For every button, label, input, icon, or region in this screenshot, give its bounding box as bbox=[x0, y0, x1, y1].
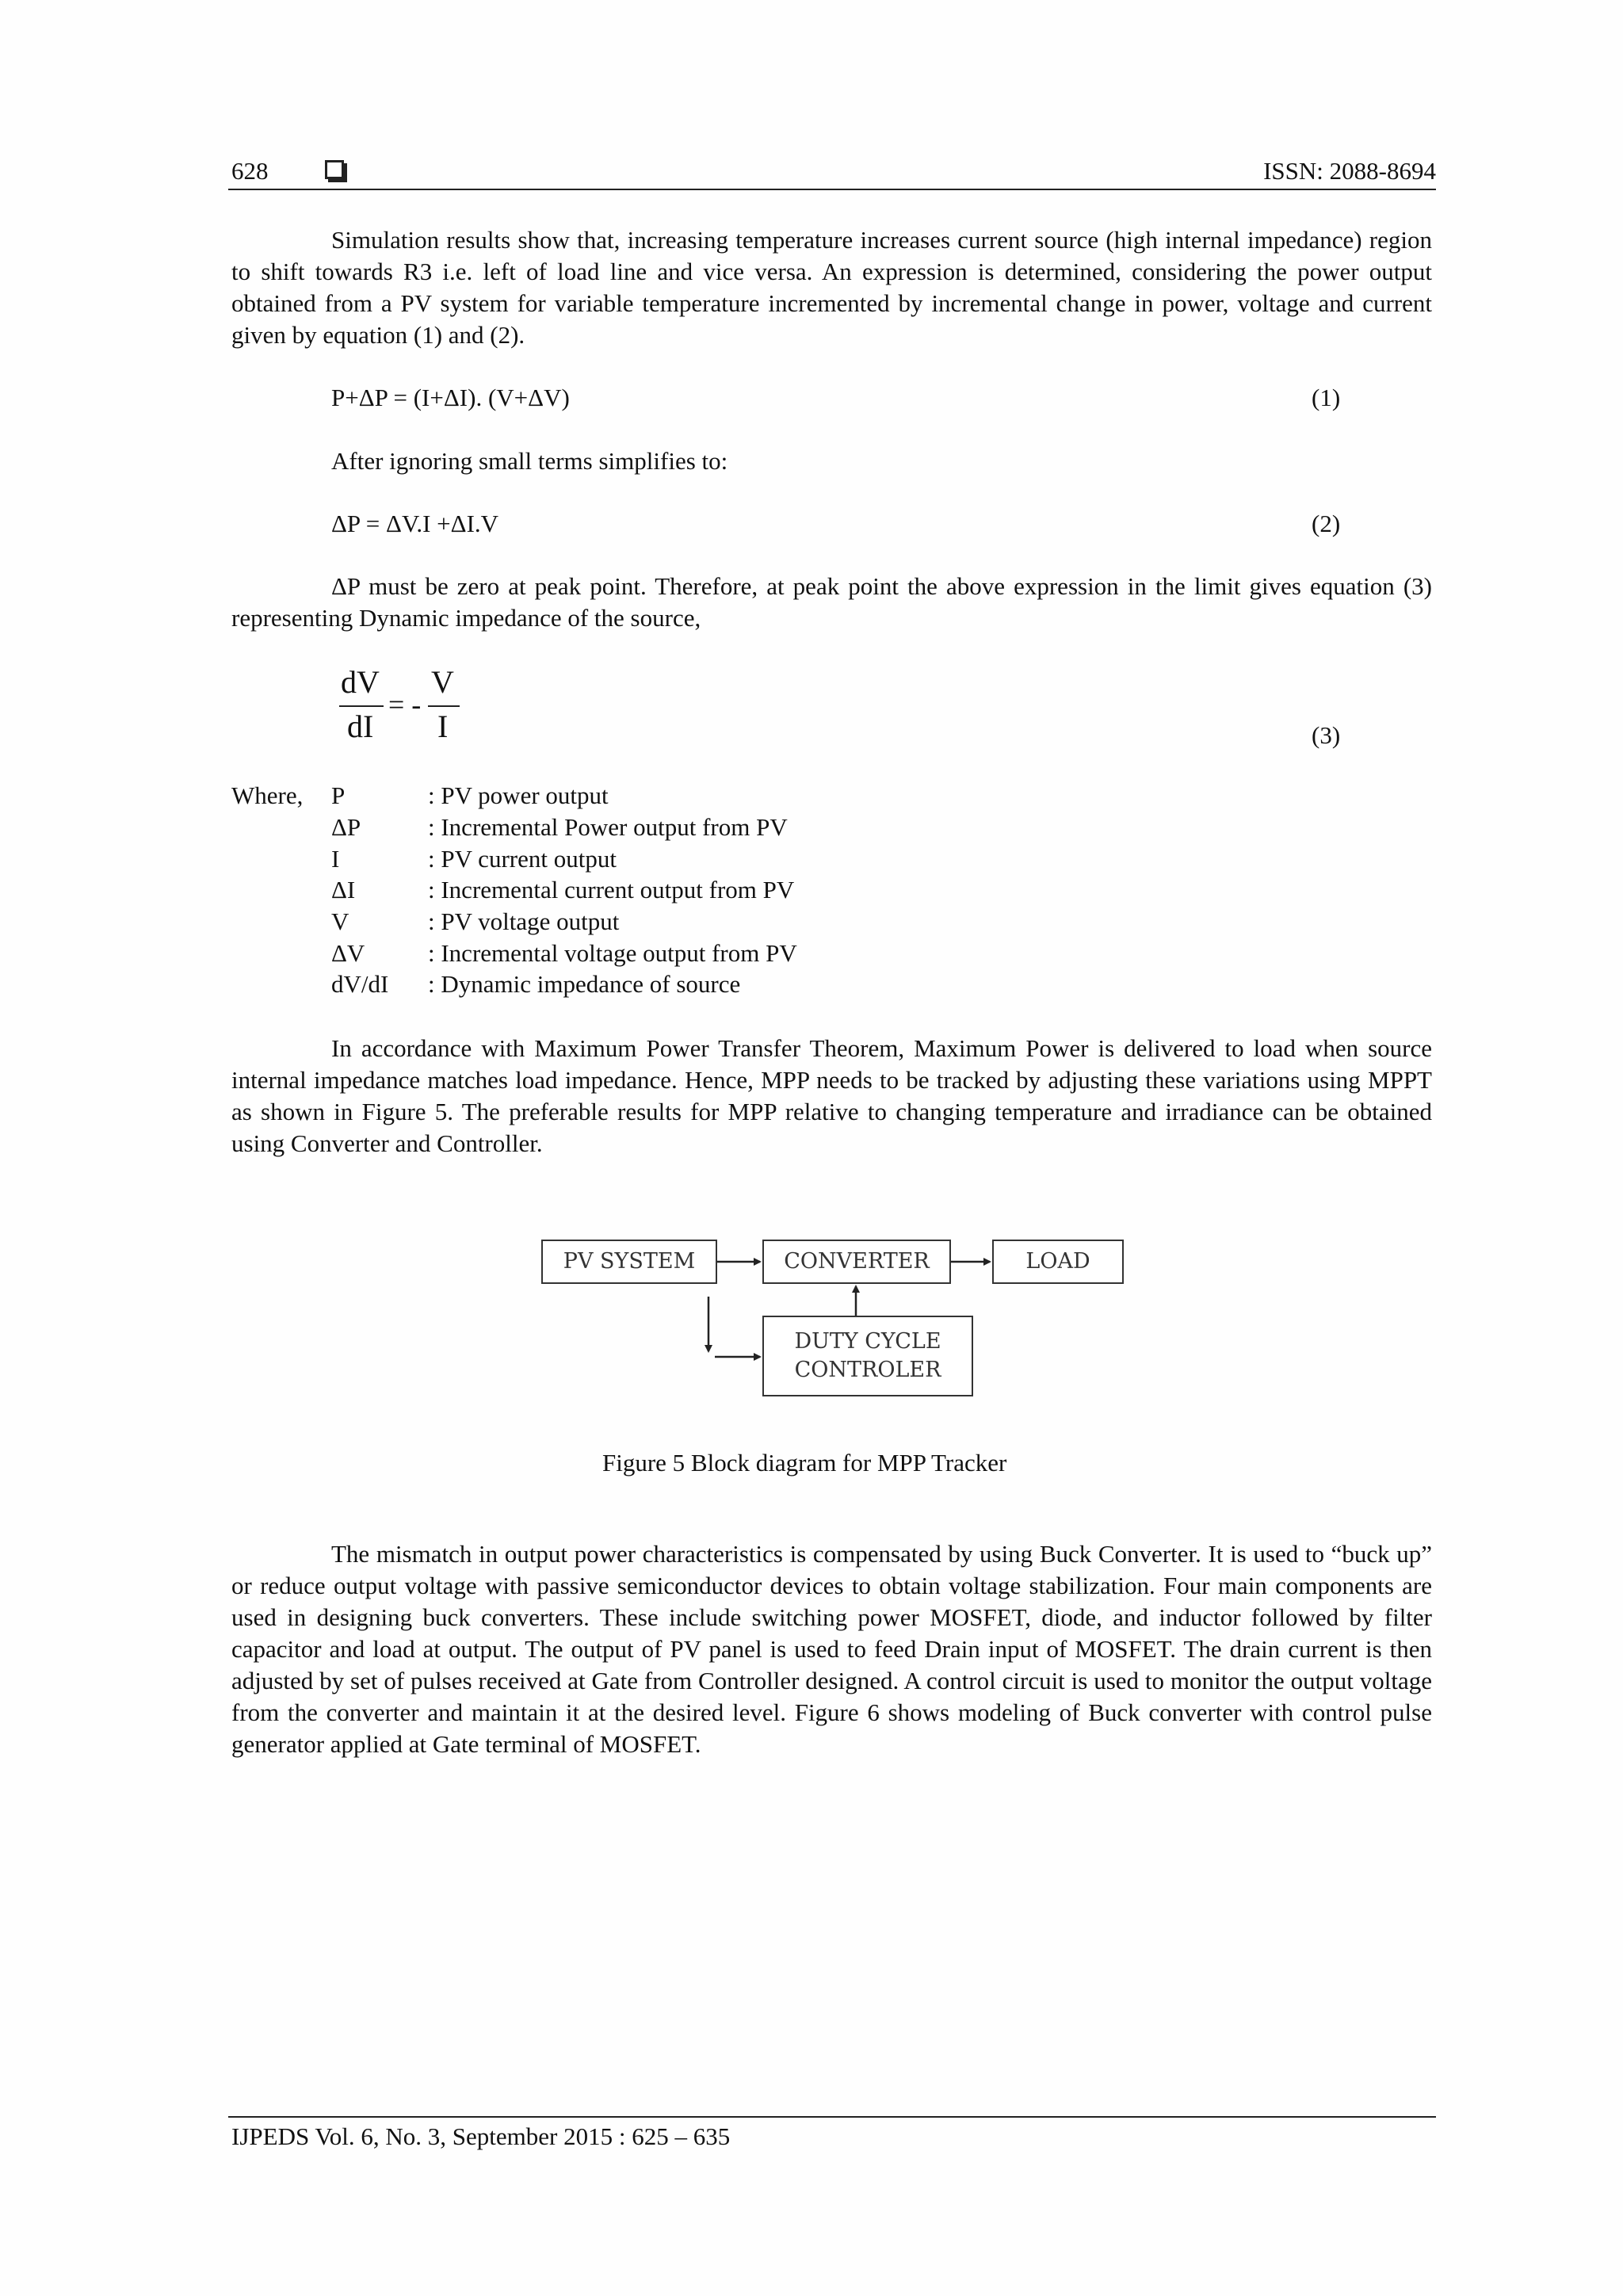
equation-2: ΔP = ΔV.I +ΔI.V bbox=[331, 510, 499, 537]
equation-3-number: (3) bbox=[1312, 721, 1341, 749]
eq3-denominator-left: dI bbox=[347, 709, 374, 744]
where-description: : PV voltage output bbox=[428, 907, 620, 935]
controller-label-line-2: CONTROLER bbox=[794, 1358, 941, 1382]
where-symbol: ΔV bbox=[331, 939, 365, 967]
converter-box: CONVERTER bbox=[762, 1240, 951, 1284]
paragraph-4: In accordance with Maximum Power Transfer Theorem, Maximum Power is delivered to load when source internal impedance matches load impedance. Hence, MPP needs to be tracked by adjusting these variations using MPPT as shown in Figure 5. The preferable results for MPP relative to changing temperature and irradiance can be obtained using Converter and Controller. bbox=[231, 1034, 1432, 1157]
eq3-operator: = - bbox=[388, 689, 422, 720]
eq3-numerator-left: dV bbox=[341, 664, 380, 700]
equation-2-number: (2) bbox=[1312, 510, 1341, 537]
where-label: Where, bbox=[231, 781, 304, 809]
where-description: : PV current output bbox=[428, 845, 617, 873]
footer-citation: IJPEDS Vol. 6, No. 3, September 2015 : 625 – 635 bbox=[231, 2122, 731, 2150]
paragraph-5: The mismatch in output power characteristics is compensated by using Buck Converter. It is used to “buck up” or reduce output voltage with passive semiconductor devices to obtain voltage stabilization. Four main components are used in designing buck converters. These include switching power MOSFET, diode, and inductor followed by filter capacitor and load at output. The output of PV panel is used to feed Drain input of MOSFET. The drain current is then adjusted by set of pulses received at Gate from Controller designed. A control circuit is used to monitor the output voltage from the converter and maintain it at the desired level. Figure 6 shows modeling of Buck converter with control pulse generator applied at Gate terminal of MOSFET. bbox=[231, 1540, 1432, 1758]
page-number: 628 bbox=[231, 157, 269, 185]
pv-system-box: PV SYSTEM bbox=[541, 1240, 717, 1284]
equation-1: P+ΔP = (I+ΔI). (V+ΔV) bbox=[331, 384, 570, 411]
where-symbol: ΔI bbox=[331, 876, 356, 904]
where-description: : Incremental current output from PV bbox=[428, 876, 795, 904]
where-description: : PV power output bbox=[428, 781, 609, 809]
where-symbol: dV/dI bbox=[331, 970, 389, 998]
where-symbol: I bbox=[331, 845, 340, 873]
eq3-numerator-right: V bbox=[431, 664, 454, 700]
where-description: : Incremental Power output from PV bbox=[428, 813, 788, 841]
load-box: LOAD bbox=[992, 1240, 1124, 1284]
equation-1-number: (1) bbox=[1312, 384, 1341, 411]
paragraph-1: Simulation results show that, increasing temperature increases current source (high internal impedance) region to shift towards R3 i.e. left of load line and vice versa. An expression is determined, considering the power output obtained from a PV system for variable temperature incremented by incremental change in power, voltage and current given by equation (1) and (2). bbox=[231, 226, 1432, 349]
where-symbol: ΔP bbox=[331, 813, 361, 841]
where-symbol: V bbox=[331, 907, 349, 935]
paragraph-2: After ignoring small terms simplifies to: bbox=[331, 447, 728, 475]
where-symbol: P bbox=[331, 781, 346, 809]
figure-5-caption: Figure 5 Block diagram for MPP Tracker bbox=[602, 1449, 1007, 1477]
footer-rule bbox=[228, 2116, 1436, 2118]
controller-label-line-1: DUTY CYCLE bbox=[794, 1329, 941, 1354]
where-description: : Dynamic impedance of source bbox=[428, 970, 741, 998]
eq3-denominator-right: I bbox=[437, 709, 449, 744]
where-description: : Incremental voltage output from PV bbox=[428, 939, 797, 967]
paragraph-3: ΔP must be zero at peak point. Therefore, at peak point the above expression in the limit gives equation (3) representing Dynamic impedance of the source, bbox=[231, 572, 1432, 632]
issn: ISSN: 2088-8694 bbox=[1263, 157, 1436, 185]
